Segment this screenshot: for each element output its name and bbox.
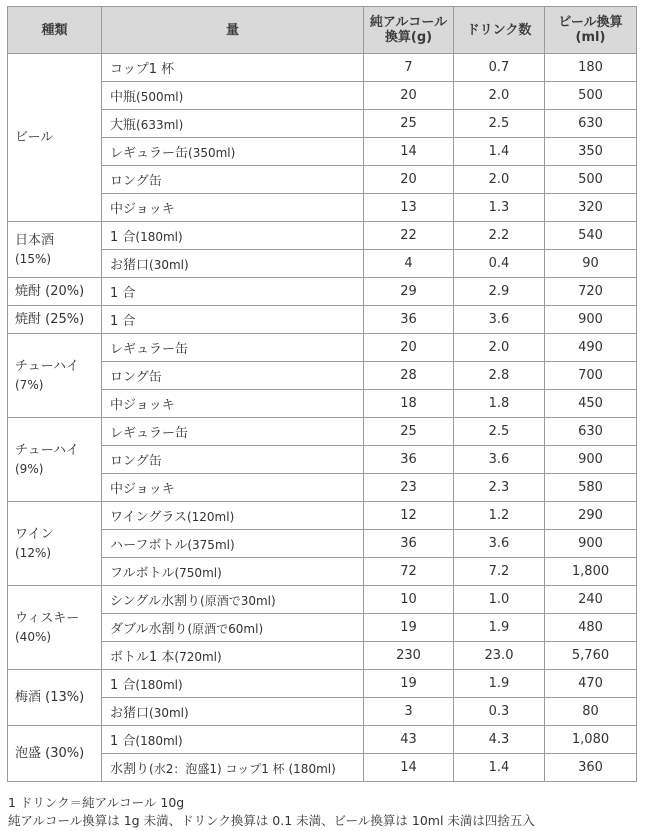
amount-label: ロング缶 xyxy=(110,454,162,469)
table-row xyxy=(8,166,637,194)
pure-alcohol-cell: 18 xyxy=(364,390,454,418)
amount-unit: (500ml) xyxy=(136,90,184,104)
pure-alcohol-cell: 4 xyxy=(364,250,454,278)
amount-cell xyxy=(102,474,364,502)
amount-cell xyxy=(102,222,364,250)
table-row xyxy=(8,530,637,558)
drink-type-cell xyxy=(8,726,102,782)
pure-alcohol-cell: 19 xyxy=(364,670,454,698)
table-row xyxy=(8,726,637,754)
drink-type-name: 泡盛 (30%) xyxy=(15,746,85,761)
drink-count-cell: 2.2 xyxy=(454,222,545,250)
drink-count-cell: 7.2 xyxy=(454,558,545,586)
table-row xyxy=(8,390,637,418)
table-row xyxy=(8,642,637,670)
header-drinks: ドリンク数 xyxy=(454,7,545,54)
beer-equivalent-cell: 90 xyxy=(545,250,637,278)
amount-label: ロング缶 xyxy=(110,174,162,189)
beer-equivalent-cell: 900 xyxy=(545,306,637,334)
pure-alcohol-cell: 13 xyxy=(364,194,454,222)
amount-cell xyxy=(102,614,364,642)
beer-equivalent-cell: 450 xyxy=(545,390,637,418)
drink-type-name: 梅酒 (13%) xyxy=(15,690,85,705)
header-pure-alcohol-line1: 純アルコール xyxy=(369,15,448,30)
drink-type-name: チューハイ xyxy=(15,442,79,458)
drink-type-cell xyxy=(8,418,102,502)
beer-equivalent-cell: 240 xyxy=(545,586,637,614)
drink-count-cell: 2.5 xyxy=(454,110,545,138)
table-row xyxy=(8,446,637,474)
amount-unit: (720ml) xyxy=(174,650,222,664)
pure-alcohol-cell: 23 xyxy=(364,474,454,502)
drink-count-cell: 2.0 xyxy=(454,82,545,110)
amount-unit: (30ml) xyxy=(149,258,189,272)
amount-label: ダブル水割り xyxy=(110,622,188,637)
amount-label: シングル水割り xyxy=(110,594,201,609)
amount-unit: (180ml) xyxy=(135,734,183,748)
amount-label: ボトル1 本 xyxy=(110,650,175,665)
table-row xyxy=(8,54,637,82)
header-pure-alcohol-line2: 換算(g) xyxy=(384,30,433,45)
amount-unit: (180ml) xyxy=(135,230,183,244)
beer-equivalent-cell: 320 xyxy=(545,194,637,222)
table-row xyxy=(8,502,637,530)
pure-alcohol-cell: 25 xyxy=(364,110,454,138)
amount-cell xyxy=(102,390,364,418)
drink-type-name: ワイン xyxy=(15,526,54,542)
drink-type-name: 焼酎 (20%) xyxy=(15,284,85,299)
pure-alcohol-cell: 20 xyxy=(364,334,454,362)
amount-label: レギュラー缶 xyxy=(110,342,189,357)
pure-alcohol-cell: 72 xyxy=(364,558,454,586)
drink-count-cell: 3.6 xyxy=(454,446,545,474)
beer-equivalent-cell: 470 xyxy=(545,670,637,698)
amount-cell xyxy=(102,54,364,82)
drink-type-cell xyxy=(8,306,102,334)
drink-type-name: チューハイ xyxy=(15,358,79,374)
table-row xyxy=(8,362,637,390)
beer-equivalent-cell: 1,080 xyxy=(545,726,637,754)
beer-equivalent-cell: 290 xyxy=(545,502,637,530)
pure-alcohol-cell: 12 xyxy=(364,502,454,530)
amount-cell xyxy=(102,166,364,194)
pure-alcohol-cell: 36 xyxy=(364,530,454,558)
drink-type-strength: (15%) xyxy=(15,251,52,266)
amount-label: 1 合 xyxy=(110,678,136,693)
pure-alcohol-cell: 14 xyxy=(364,754,454,782)
amount-unit: (375ml) xyxy=(187,538,235,552)
drink-count-cell: 0.7 xyxy=(454,54,545,82)
amount-cell xyxy=(102,698,364,726)
drink-count-cell: 23.0 xyxy=(454,642,545,670)
amount-unit: (30ml) xyxy=(149,706,189,720)
beer-equivalent-cell: 500 xyxy=(545,82,637,110)
drink-count-cell: 1.2 xyxy=(454,502,545,530)
drink-type-cell xyxy=(8,54,102,222)
amount-cell xyxy=(102,110,364,138)
beer-equivalent-cell: 630 xyxy=(545,418,637,446)
beer-equivalent-cell: 490 xyxy=(545,334,637,362)
header-type: 種類 xyxy=(8,7,102,54)
amount-label: 大瓶 xyxy=(110,118,137,133)
amount-cell xyxy=(102,418,364,446)
beer-equivalent-cell: 540 xyxy=(545,222,637,250)
amount-unit: (原酒で30ml) xyxy=(200,594,276,608)
pure-alcohol-cell: 7 xyxy=(364,54,454,82)
pure-alcohol-cell: 29 xyxy=(364,278,454,306)
beer-equivalent-cell: 350 xyxy=(545,138,637,166)
amount-label: ワイングラス xyxy=(110,510,187,525)
drink-count-cell: 1.4 xyxy=(454,754,545,782)
drink-type-cell xyxy=(8,222,102,278)
amount-unit: (350ml) xyxy=(188,146,236,160)
table-body xyxy=(8,54,637,782)
amount-cell xyxy=(102,642,364,670)
table-row xyxy=(8,334,637,362)
drink-type-cell xyxy=(8,334,102,418)
amount-label: ハーフボトル xyxy=(110,538,188,553)
table-row xyxy=(8,138,637,166)
drink-count-cell: 1.9 xyxy=(454,670,545,698)
amount-label: 1 合 xyxy=(110,314,136,329)
amount-label: 1 合 xyxy=(110,286,136,301)
amount-label: お猪口 xyxy=(110,258,150,273)
table-row xyxy=(8,558,637,586)
amount-label: ロング缶 xyxy=(110,370,162,385)
header-amount: 量 xyxy=(102,7,364,54)
drink-type-cell xyxy=(8,670,102,726)
amount-label: 中瓶 xyxy=(110,90,137,105)
drink-count-cell: 3.6 xyxy=(454,306,545,334)
amount-cell xyxy=(102,278,364,306)
amount-unit: (120ml) xyxy=(186,510,235,524)
table-row xyxy=(8,222,637,250)
footnote-rounding: 純アルコール換算は 1g 未満、ドリンク換算は 0.1 未満、ビール換算は 10ml 未満は四捨五入 xyxy=(8,813,535,828)
drink-count-cell: 1.3 xyxy=(454,194,545,222)
table-row xyxy=(8,698,637,726)
pure-alcohol-cell: 230 xyxy=(364,642,454,670)
drink-type-name: 焼酎 (25%) xyxy=(15,312,85,327)
table-row xyxy=(8,670,637,698)
drink-count-cell: 2.0 xyxy=(454,166,545,194)
pure-alcohol-cell: 36 xyxy=(364,306,454,334)
table-row xyxy=(8,418,637,446)
amount-label: フルボトル xyxy=(110,566,175,581)
header-beer xyxy=(545,7,637,54)
drink-type-name: ウィスキー xyxy=(15,610,80,626)
beer-equivalent-cell: 630 xyxy=(545,110,637,138)
pure-alcohol-cell: 19 xyxy=(364,614,454,642)
beer-equivalent-cell: 900 xyxy=(545,446,637,474)
pure-alcohol-cell: 3 xyxy=(364,698,454,726)
pure-alcohol-cell: 22 xyxy=(364,222,454,250)
table-row xyxy=(8,250,637,278)
amount-cell xyxy=(102,726,364,754)
pure-alcohol-cell: 20 xyxy=(364,166,454,194)
drink-count-cell: 3.6 xyxy=(454,530,545,558)
drink-type-strength: (7%) xyxy=(15,377,44,392)
table-row xyxy=(8,614,637,642)
beer-equivalent-cell: 5,760 xyxy=(545,642,637,670)
drink-type-strength: (40%) xyxy=(15,629,52,644)
drink-type-cell xyxy=(8,586,102,670)
amount-label: レギュラー缶 xyxy=(110,146,189,161)
drink-count-cell: 0.3 xyxy=(454,698,545,726)
table-row xyxy=(8,474,637,502)
pure-alcohol-cell: 28 xyxy=(364,362,454,390)
amount-label: 中ジョッキ xyxy=(110,482,175,497)
beer-equivalent-cell: 180 xyxy=(545,54,637,82)
drink-count-cell: 2.3 xyxy=(454,474,545,502)
table-row xyxy=(8,306,637,334)
amount-cell xyxy=(102,558,364,586)
header-pure-alcohol xyxy=(364,7,454,54)
beer-equivalent-cell: 720 xyxy=(545,278,637,306)
drink-type-cell xyxy=(8,502,102,586)
pure-alcohol-cell: 43 xyxy=(364,726,454,754)
table-row xyxy=(8,278,637,306)
amount-unit: (633ml) xyxy=(136,118,184,132)
drink-type-strength: (9%) xyxy=(15,461,44,476)
beer-equivalent-cell: 360 xyxy=(545,754,637,782)
drink-count-cell: 2.0 xyxy=(454,334,545,362)
alcohol-conversion-table xyxy=(7,6,637,782)
amount-label: 1 合 xyxy=(110,230,136,245)
amount-unit: (原酒で60ml) xyxy=(187,622,264,636)
amount-cell xyxy=(102,334,364,362)
amount-cell xyxy=(102,194,364,222)
table-row xyxy=(8,82,637,110)
beer-equivalent-cell: 500 xyxy=(545,166,637,194)
amount-cell xyxy=(102,502,364,530)
drink-count-cell: 1.9 xyxy=(454,614,545,642)
drink-count-cell: 2.5 xyxy=(454,418,545,446)
drink-type-name: ビール xyxy=(15,130,54,145)
amount-unit: (750ml) xyxy=(174,566,222,580)
drink-count-cell: 4.3 xyxy=(454,726,545,754)
amount-label: 1 合 xyxy=(110,734,136,749)
pure-alcohol-cell: 14 xyxy=(364,138,454,166)
drink-count-cell: 1.0 xyxy=(454,586,545,614)
amount-cell xyxy=(102,250,364,278)
table-row xyxy=(8,194,637,222)
amount-label: 水割り xyxy=(110,762,150,777)
drink-type-cell xyxy=(8,278,102,306)
pure-alcohol-cell: 25 xyxy=(364,418,454,446)
beer-equivalent-cell: 1,800 xyxy=(545,558,637,586)
amount-cell xyxy=(102,306,364,334)
drink-type-strength: (12%) xyxy=(15,545,52,560)
amount-unit: (水2：泡盛1) コップ1 杯 (180ml) xyxy=(149,762,336,776)
header-beer-line1: ビール換算 xyxy=(558,15,623,30)
table-row xyxy=(8,110,637,138)
beer-equivalent-cell: 700 xyxy=(545,362,637,390)
beer-equivalent-cell: 580 xyxy=(545,474,637,502)
footnote-drink-definition: 1 ドリンク＝純アルコール 10g xyxy=(8,795,185,810)
table-row xyxy=(8,586,637,614)
amount-cell xyxy=(102,670,364,698)
amount-label: 中ジョッキ xyxy=(110,202,175,217)
drink-type-name: 日本酒 xyxy=(15,232,55,248)
amount-cell xyxy=(102,82,364,110)
amount-cell xyxy=(102,530,364,558)
amount-cell xyxy=(102,586,364,614)
amount-label: お猪口 xyxy=(110,706,150,721)
drink-count-cell: 1.8 xyxy=(454,390,545,418)
amount-cell xyxy=(102,754,364,782)
amount-cell xyxy=(102,362,364,390)
pure-alcohol-cell: 10 xyxy=(364,586,454,614)
amount-label: レギュラー缶 xyxy=(110,426,189,441)
drink-count-cell: 2.9 xyxy=(454,278,545,306)
beer-equivalent-cell: 80 xyxy=(545,698,637,726)
amount-unit: (180ml) xyxy=(135,678,183,692)
drink-count-cell: 2.8 xyxy=(454,362,545,390)
table-row xyxy=(8,754,637,782)
drink-count-cell: 0.4 xyxy=(454,250,545,278)
beer-equivalent-cell: 480 xyxy=(545,614,637,642)
amount-cell xyxy=(102,446,364,474)
amount-cell xyxy=(102,138,364,166)
amount-label: 中ジョッキ xyxy=(110,398,175,413)
pure-alcohol-cell: 20 xyxy=(364,82,454,110)
pure-alcohol-cell: 36 xyxy=(364,446,454,474)
footnotes xyxy=(7,794,645,830)
header-beer-line2: (ml) xyxy=(575,30,606,45)
drink-count-cell: 1.4 xyxy=(454,138,545,166)
amount-label: コップ1 杯 xyxy=(110,62,175,77)
header-row xyxy=(8,7,637,54)
beer-equivalent-cell: 900 xyxy=(545,530,637,558)
